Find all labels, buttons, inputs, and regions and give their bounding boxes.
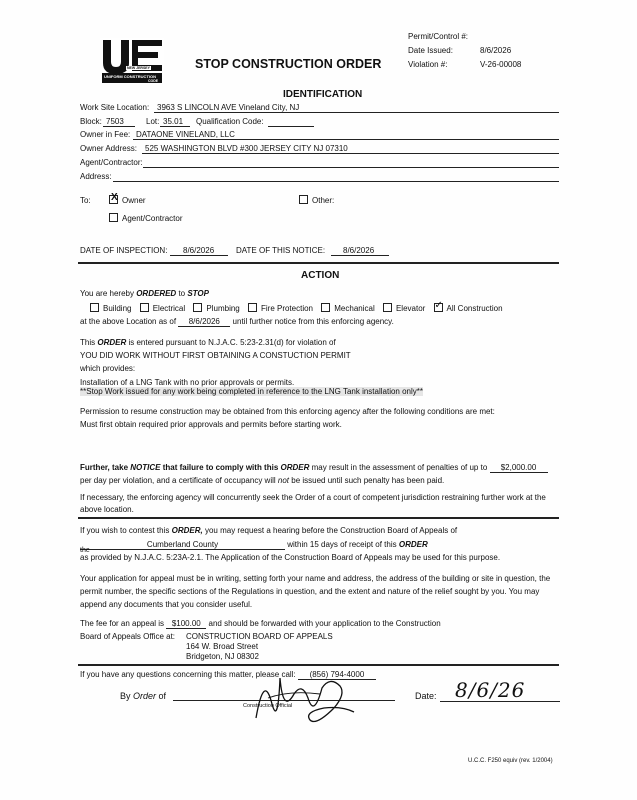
further-line: Further, take NOTICE that failure to comply with this ORDER may result in the assessment of penalties of up to $2,000.00 xyxy=(80,463,548,473)
work-site-label: Work Site Location: xyxy=(80,103,150,112)
inspection-label: DATE OF INSPECTION: xyxy=(80,246,168,255)
option-plumbing[interactable]: Plumbing xyxy=(193,304,239,313)
option-all-construction[interactable]: ✓ All Construction xyxy=(434,300,503,313)
identification-heading: IDENTIFICATION xyxy=(283,89,363,100)
form-code: U.C.C. F250 equiv (rev. 1/2004) xyxy=(468,758,553,764)
which-provides: which provides: xyxy=(80,364,136,373)
owner-checkbox[interactable] xyxy=(109,192,118,204)
fee-value: $100.00 xyxy=(166,619,206,629)
owner-address-label: Owner Address: xyxy=(80,144,137,153)
date-signed: 8/6/26 xyxy=(455,678,526,702)
option-mechanical[interactable]: Mechanical xyxy=(321,304,374,313)
to-label: To: xyxy=(80,196,91,205)
office-line2: 164 W. Broad Street xyxy=(186,642,259,651)
other-option-label: Other: xyxy=(312,196,335,205)
detail-line1: Installation of a LNG Tank with no prior approvals or permits. xyxy=(80,378,295,387)
by-order-label: By Order of xyxy=(120,691,167,701)
option-fire-protection[interactable]: Fire Protection xyxy=(248,304,313,313)
ucc-logo xyxy=(100,38,164,84)
necessary-text: If necessary, the enforcing agency will concurrently seek the Order of a court of competent jurisdiction restraining further work at the above location. xyxy=(80,493,546,514)
violation-text: YOU DID WORK WITHOUT FIRST OBTAINING A CONSTUCTION PERMIT xyxy=(80,351,351,360)
office-line1: CONSTRUCTION BOARD OF APPEALS xyxy=(186,632,333,641)
violation-value: V-26-00008 xyxy=(480,60,522,69)
agent-checkbox[interactable] xyxy=(109,213,118,222)
option-elevator[interactable]: Elevator xyxy=(383,304,425,313)
agent-label: Agent/Contractor: xyxy=(80,158,143,167)
penalty-amount: $2,000.00 xyxy=(490,463,548,473)
logo-line2: UNIFORM CONSTRUCTION xyxy=(104,74,156,79)
work-site-value: 3963 S LINCOLN AVE Vineland City, NJ xyxy=(157,103,300,112)
per-day-line: per day per violation, and a certificate of occupancy will not be issued until such penalty has been paid. xyxy=(80,476,445,485)
action-heading: ACTION xyxy=(301,270,340,281)
order-line: This ORDER is entered pursuant to N.J.A.C. 5:23-2.31(d) for violation of xyxy=(80,338,336,347)
qual-label: Qualification Code: xyxy=(196,117,264,126)
logo-line1: NEW JERSEY xyxy=(127,66,150,70)
questions-line: If you have any questions concerning this matter, please call: (856) 794-4000 xyxy=(80,670,376,680)
block-label: Block: xyxy=(80,117,102,126)
to-agent-option[interactable] xyxy=(109,213,182,223)
office-line3: Bridgeton, NJ 08302 xyxy=(186,652,259,661)
owner-check-mark: X xyxy=(111,192,118,203)
official-label: Construction Official xyxy=(243,703,293,709)
signature xyxy=(250,668,360,730)
notice-label: DATE OF THIS NOTICE: xyxy=(236,246,326,255)
option-electrical[interactable]: Electrical xyxy=(140,304,185,313)
all-construction-check-mark: ✓ xyxy=(434,300,443,311)
option-building[interactable]: Building xyxy=(90,304,131,313)
issued-value: 8/6/2026 xyxy=(480,46,512,55)
notice-value: 8/6/2026 xyxy=(343,246,375,255)
contest-line: If you wish to contest this ORDER, you may request a hearing before the Construction Board of Appeals of xyxy=(80,526,458,535)
to-owner-option[interactable] xyxy=(109,192,146,205)
inspection-value: 8/6/2026 xyxy=(183,246,215,255)
lot-value: 35.01 xyxy=(163,117,184,126)
logo-line3: CODE xyxy=(148,78,159,83)
block-value: 7503 xyxy=(106,117,124,126)
owner-label: Owner in Fee: xyxy=(80,130,131,139)
agent-option-label: Agent/Contractor xyxy=(122,214,183,223)
violation-label: Violation #: xyxy=(408,60,448,69)
owner-address-value: 525 WASHINGTON BLVD #300 JERSEY CITY NJ 07310 xyxy=(145,144,348,153)
date-label: Date: xyxy=(415,691,437,701)
fee-line: The fee for an appeal is $100.00 and should be forwarded with your application to the Construction xyxy=(80,619,441,628)
address-label: Address: xyxy=(80,172,112,181)
location-line: at the above Location as of 8/6/2026 until further notice from this enforcing agency. xyxy=(80,317,394,326)
action-options xyxy=(90,300,503,313)
application-text: Your application for appeal must be in writing, setting forth your name and address, the address of the building or site in question, the permit number, the specific sections of the Regulations in question, and the extent and nature of the relief sought by you. You may append any documents that you consider useful. xyxy=(80,574,551,609)
to-other-option[interactable] xyxy=(299,195,334,205)
office-label: Board of Appeals Office at: xyxy=(80,632,176,641)
owner-value: DATAONE VINELAND, LLC xyxy=(136,130,235,139)
permission-text: Permission to resume construction may be obtained from this enforcing agency after the following conditions are met: xyxy=(80,407,495,416)
phone-value: (856) 794-4000 xyxy=(298,670,376,680)
form-title: STOP CONSTRUCTION ORDER xyxy=(195,57,382,71)
lot-label: Lot: xyxy=(146,117,160,126)
provided-text: as provided by N.J.A.C. 5:23A-2.1. The Application of the Construction Board of Appeals may be used for this purpose. xyxy=(80,553,501,562)
owner-option-label: Owner xyxy=(122,196,146,205)
condition-text: Must first obtain required prior approvals and permits before starting work. xyxy=(80,420,342,429)
detail-line2: **Stop Work issued for any work being completed in reference to the LNG Tank installation only** xyxy=(80,387,423,396)
the-word: the xyxy=(80,547,90,554)
location-date: 8/6/2026 xyxy=(178,317,230,327)
other-checkbox[interactable] xyxy=(299,195,308,204)
permit-label: Permit/Control #: xyxy=(408,32,469,41)
county-line: Cumberland County within 15 days of receipt of this ORDER xyxy=(80,540,428,550)
issued-label: Date Issued: xyxy=(408,46,453,55)
ordered-line: You are hereby ORDERED to STOP xyxy=(80,289,209,298)
county-value: Cumberland County xyxy=(80,540,285,550)
